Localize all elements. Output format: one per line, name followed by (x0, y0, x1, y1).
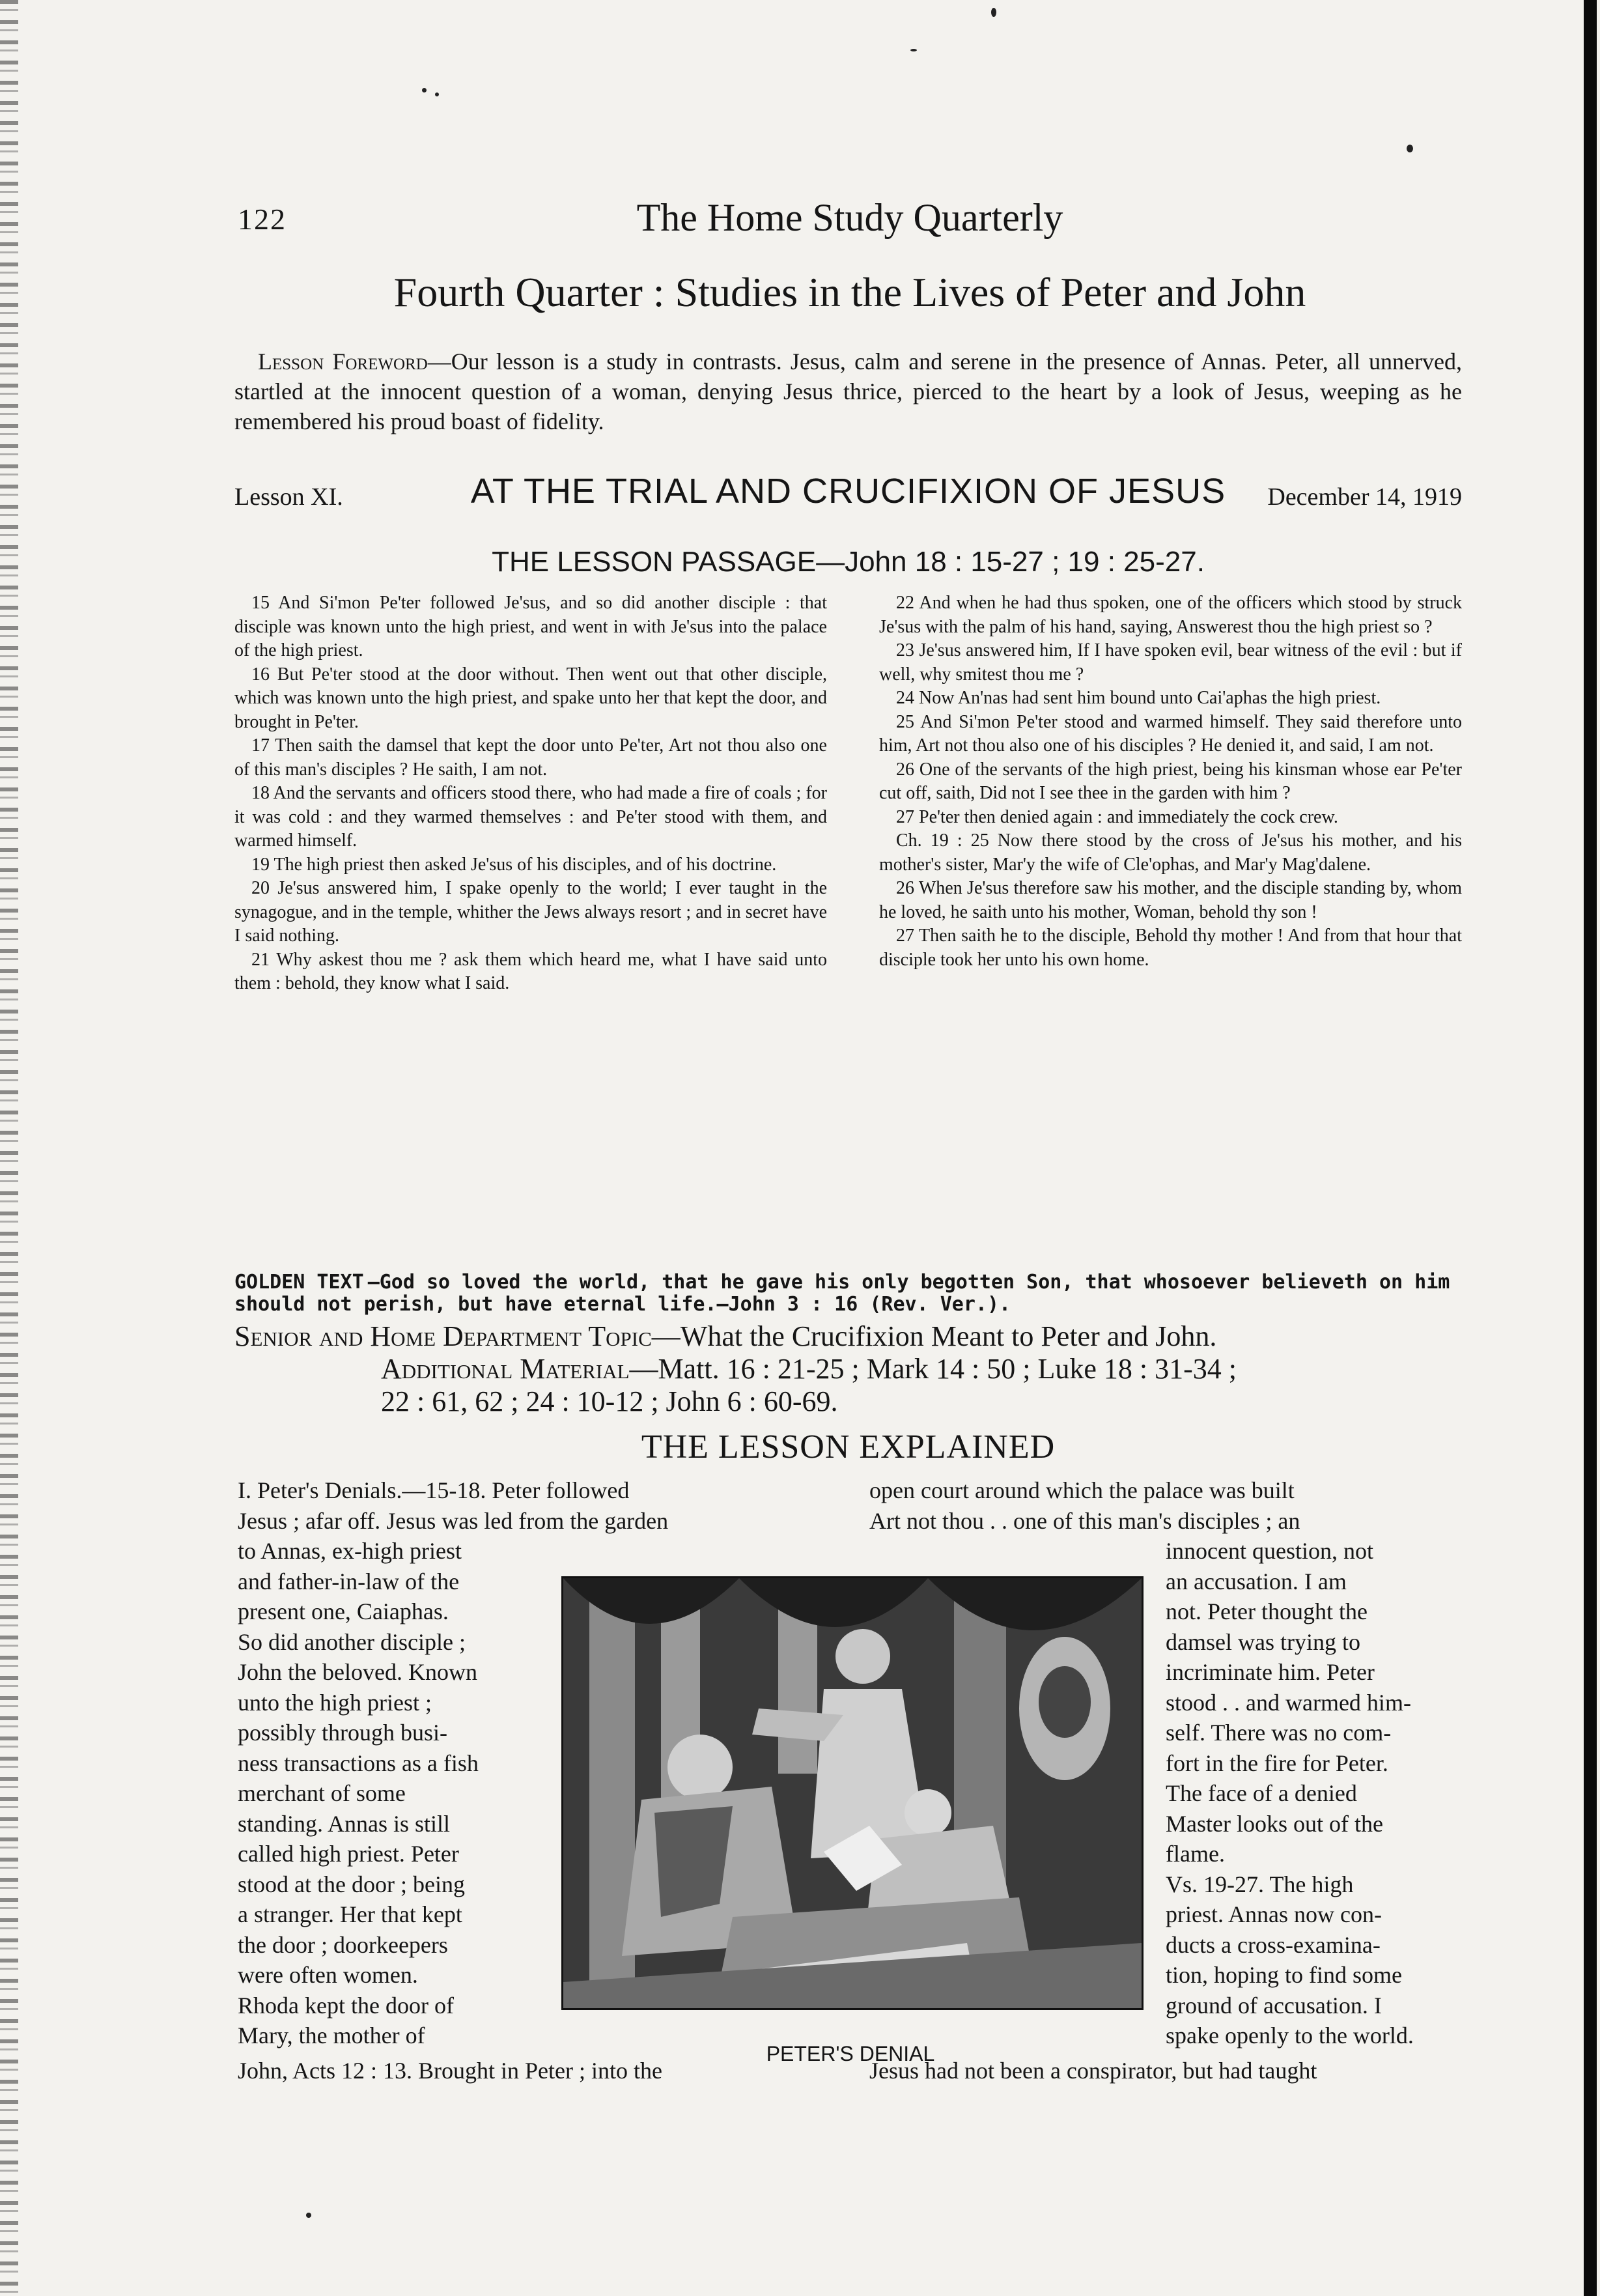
passage-verse: 23 Je'sus answered him, If I have spoken evil, bear witness of the evil : but if well, why smitest thou me ? (879, 640, 1462, 685)
text-line: John, Acts 12 : 13. Brought in Peter ; into the (238, 2058, 662, 2084)
text-line: self. There was no com- (1166, 1720, 1392, 1746)
additional-material-line1: —Matt. 16 : 21-25 ; Mark 14 : 50 ; Luke 18 : 31-34 ; (629, 1353, 1237, 1385)
text-line: and father-in-law of the (238, 1568, 460, 1594)
additional-material-line2: 22 : 61, 62 ; 24 : 10-12 ; John 6 : 60-69. (381, 1385, 838, 1417)
explained-bottom-left (238, 2056, 827, 2086)
explained-bottom-right (869, 2056, 1462, 2086)
text-line: Vs. 19-27. The high (1166, 1871, 1354, 1897)
foreword-label: Lesson Foreword (258, 348, 428, 375)
additional-material-cont (234, 1385, 1462, 1418)
text-line: called high priest. Peter (238, 1841, 459, 1867)
additional-material-label: Additional Material (381, 1353, 630, 1385)
text-line: Jesus had not been a conspirator, but had taught (869, 2058, 1317, 2084)
illustration-art (563, 1578, 1142, 2008)
passage-verse: 18 And the servants and officers stood there, who had made a fire of coals ; for it was cold : and they warmed themselves : and Pe'ter stood with them, and warmed himself. (234, 783, 827, 851)
text-line: ground of accusation. I (1166, 1992, 1382, 2019)
lesson-number: Lesson XI. (234, 483, 343, 511)
passage-verse: 15 And Si'mon Pe'ter followed Je'sus, and so did another disciple : that disciple was known unto the high priest, and went in with Je'sus into the palace of the high priest. (234, 593, 827, 660)
additional-material (234, 1353, 1462, 1385)
text-line: ness transactions as a fish (238, 1750, 479, 1776)
text-line: open court around which the palace was built (869, 1477, 1295, 1503)
passage-heading: THE LESSON PASSAGE—John 18 : 15-27 ; 19 : 25-27. (492, 546, 1205, 578)
passage-verse: 26 When Je'sus therefore saw his mother, and the disciple standing by, whom he loved, he saith unto his mother, Woman, behold thy son ! (879, 878, 1462, 922)
scan-speck (910, 49, 917, 51)
lesson-heading (234, 472, 1462, 550)
text-line: fort in the fire for Peter. (1166, 1750, 1388, 1776)
passage-verse: 24 Now An'nas had sent him bound unto Cai'aphas the high priest. (896, 688, 1381, 708)
text-line: the door ; doorkeepers (238, 1931, 448, 1958)
text-line: unto the high priest ; (238, 1689, 432, 1716)
text-line: innocent question, not (1166, 1538, 1373, 1564)
scan-left-edge (0, 0, 18, 2296)
text-line: Jesus ; afar off. Jesus was led from the garden (238, 1507, 669, 1534)
golden-text-body: —God so loved the world, that he gave his only begotten Son, that whosoever believeth on him should not perish, but have eternal life.—John 3 : 16 (Rev. Ver.). (234, 1271, 1450, 1316)
text-line: tion, hoping to find some (1166, 1962, 1402, 1988)
passage-verse: 19 The high priest then asked Je'sus of his disciples, and of his doctrine. (251, 854, 777, 875)
scan-speck (991, 8, 996, 17)
text-line: Master looks out of the (1166, 1810, 1383, 1837)
text-line: Art not thou . . one of this man's disciples ; an (869, 1507, 1300, 1534)
text-line: to Annas, ex-high priest (238, 1538, 462, 1564)
scan-speck (1407, 145, 1413, 152)
text-line: Mary, the mother of (238, 2022, 425, 2048)
passage-right-column (879, 591, 1462, 972)
lesson-date: December 14, 1919 (1267, 483, 1462, 511)
text-line: So did another disciple ; (238, 1628, 466, 1655)
text-line: John the beloved. Known (238, 1659, 477, 1685)
text-line: incriminate him. Peter (1166, 1659, 1375, 1685)
text-line: present one, Caiaphas. (238, 1598, 449, 1624)
text-line: an accusation. I am (1166, 1568, 1347, 1594)
explained-top-right (869, 1475, 1462, 1536)
text-line: stood . . and warmed him- (1166, 1689, 1411, 1716)
senior-topic (234, 1320, 1462, 1353)
scan-right-edge-bar (1584, 0, 1597, 2296)
explained-top-left (238, 1475, 827, 1536)
passage-left-column (234, 591, 827, 996)
text-line: The face of a denied (1166, 1780, 1357, 1806)
passage-verse: 27 Pe'ter then denied again : and immediately the cock crew. (896, 806, 1338, 827)
explained-left-column (238, 1536, 534, 2051)
passage-verse: 22 And when he had thus spoken, one of the officers which stood by struck Je'sus with the palm of his hand, saying, Answerest thou the high priest so ? (879, 593, 1462, 637)
text-line: were often women. (238, 1962, 418, 1988)
text-line: flame. (1166, 1841, 1225, 1867)
text-line: merchant of some (238, 1780, 406, 1806)
text-line: damsel was trying to (1166, 1628, 1360, 1655)
passage-verse: 21 Why askest thou me ? ask them which heard me, what I have said unto them : behold, they know what I said. (234, 949, 827, 993)
lesson-title: AT THE TRIAL AND CRUCIFIXION OF JESUS (470, 472, 1226, 511)
scan-speck (422, 88, 427, 92)
passage-verse: Ch. 19 : 25 Now there stood by the cross of Je'sus his mother, and his mother's sister, Mar'y the wife of Cle'ophas, and Mar'y Mag'dalene. (879, 830, 1462, 875)
senior-topic-text: —What the Crucifixion Meant to Peter and John. (651, 1320, 1217, 1352)
scan-speck (306, 2213, 311, 2218)
passage-verse: 17 Then saith the damsel that kept the door unto Pe'ter, Art not thou also one of this man's disciples ? He saith, I am not. (234, 735, 827, 780)
peters-denial-illustration (561, 1576, 1144, 2010)
passage-verse: 26 One of the servants of the high priest, being his kinsman whose ear Pe'ter cut off, saith, Did not I see thee in the garden with him ? (879, 759, 1462, 803)
text-line: ducts a cross-examina- (1166, 1931, 1381, 1958)
explained-heading: THE LESSON EXPLAINED (641, 1428, 1056, 1466)
text-line: Rhoda kept the door of (238, 1992, 454, 2019)
golden-text (234, 1271, 1462, 1316)
passage-verse: 16 But Pe'ter stood at the door without. Then went out that other disciple, which was known unto the high priest, and spake unto her that kept the door, and brought in Pe'ter. (234, 664, 827, 732)
text-line: standing. Annas is still (238, 1810, 451, 1837)
text-line: stood at the door ; being (238, 1871, 465, 1897)
text-line: priest. Annas now con- (1166, 1901, 1382, 1927)
golden-text-label: GOLDEN TEXT (234, 1271, 364, 1294)
text-line: possibly through busi- (238, 1720, 448, 1746)
text-line: not. Peter thought the (1166, 1598, 1368, 1624)
running-title: The Home Study Quarterly (636, 196, 1063, 239)
department-topics (234, 1320, 1462, 1418)
passage-verse: 27 Then saith he to the disciple, Behold thy mother ! And from that hour that disciple took her unto his own home. (879, 926, 1462, 970)
quarter-title: Fourth Quarter : Studies in the Lives of Peter and John (393, 269, 1306, 315)
lesson-foreword (234, 347, 1462, 436)
explained-right-column (1166, 1536, 1462, 2051)
text-line: I. Peter's Denials.—15-18. Peter followed (238, 1477, 630, 1503)
senior-topic-label: Senior and Home Department Topic (234, 1320, 652, 1352)
figure-caption: PETER'S DENIAL (766, 2042, 935, 2065)
scan-speck (435, 92, 439, 96)
text-line: a stranger. Her that kept (238, 1901, 462, 1927)
page-header (238, 195, 1462, 248)
page-number: 122 (238, 203, 287, 236)
passage-verse: 25 And Si'mon Pe'ter stood and warmed himself. They said therefore unto him, Art not thou also one of his disciples ? He denied it, and said, I am not. (879, 711, 1462, 756)
foreword-text: —Our lesson is a study in contrasts. Jesus, calm and serene in the presence of Annas. Peter, all unnerved, startled at the innocent question of a woman, denying Jesus thrice, pierced to the heart by a look of Jesus, weeping as he remembered his proud boast of fidelity. (234, 348, 1462, 434)
text-line: spake openly to the world. (1166, 2022, 1414, 2048)
passage-verse: 20 Je'sus answered him, I spake openly to the world; I ever taught in the synagogue, and in the temple, whither the Jews always resort ; and in secret have I said nothing. (234, 878, 827, 946)
